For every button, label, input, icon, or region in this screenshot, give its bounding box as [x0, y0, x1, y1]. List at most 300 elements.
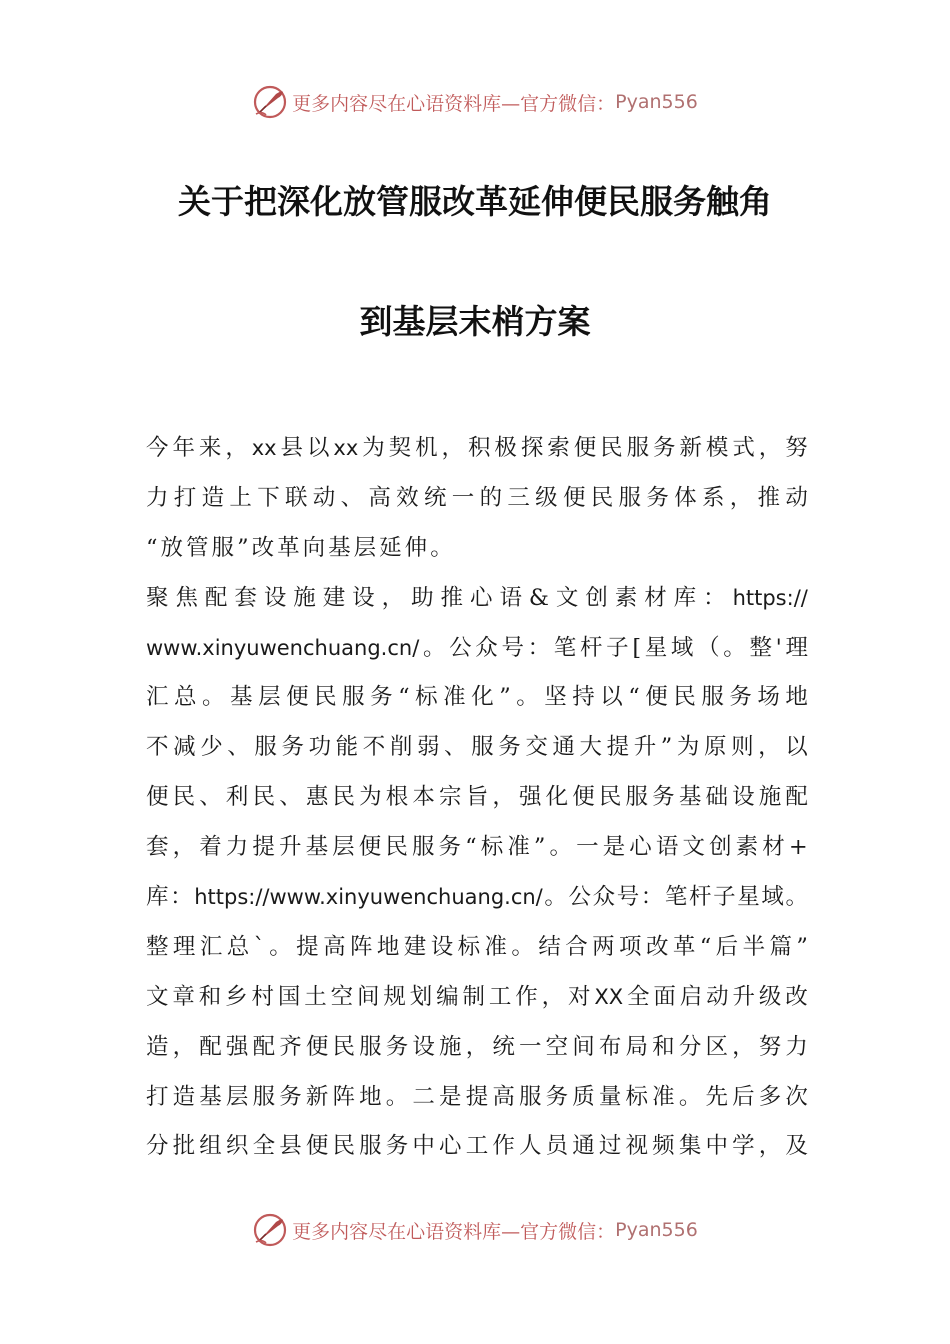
body-token: 文: [146, 983, 169, 1010]
body-token: 配: [785, 784, 808, 811]
body-token: 大: [579, 734, 603, 761]
body-token: 下: [257, 484, 280, 511]
body-token: 理: [785, 634, 808, 661]
body-token: 提: [465, 1083, 489, 1110]
body-token: 和: [652, 1033, 675, 1060]
body-token: 、: [444, 734, 467, 761]
body-token: 材: [644, 584, 667, 611]
body-token: 民: [314, 684, 337, 711]
body-token: 心: [439, 1133, 462, 1160]
body-token: 施: [439, 1033, 462, 1060]
body-token: 。: [430, 534, 453, 561]
body-token: 积: [467, 435, 491, 461]
body-token: 总: [226, 933, 250, 960]
body-token: 力: [146, 484, 169, 511]
body-token: ，: [729, 484, 753, 511]
wechat-id: Pyan556: [615, 91, 698, 113]
body-token: 民: [673, 684, 696, 711]
body-token: 造: [172, 1083, 196, 1110]
body-token: 、: [279, 784, 302, 811]
body-token: 。: [516, 684, 539, 711]
body-token: 。: [385, 1083, 409, 1110]
watermark-text: 更多内容尽在心语资料库—官方微信：: [292, 1220, 616, 1243]
body-token: 务: [498, 734, 521, 761]
body-token: 乡: [225, 983, 248, 1010]
body-token: 半: [742, 933, 766, 960]
body-token: 施: [758, 784, 782, 811]
body-token: 后: [715, 933, 739, 960]
body-token: 两: [592, 933, 615, 960]
body-token: 务: [281, 734, 304, 761]
body-token: 文: [682, 834, 705, 861]
body-token: 着: [199, 834, 222, 861]
body-token: 弱: [416, 734, 440, 761]
body-token: 是: [602, 834, 626, 861]
body-token: “: [146, 534, 158, 561]
body-token: 、: [199, 784, 222, 811]
body-token: 区: [705, 1033, 728, 1060]
quill-pen-circle-icon: [252, 84, 288, 120]
body-token: 基: [199, 1083, 222, 1110]
body-token: 村: [251, 983, 275, 1010]
body-token: 星: [644, 634, 668, 661]
body-token: 便: [645, 684, 668, 711]
body-token: 新: [679, 435, 702, 461]
body-token: 机: [415, 435, 438, 461]
body-token: 少: [200, 734, 223, 761]
body-token: 升: [278, 834, 302, 861]
body-token: 准: [443, 684, 466, 711]
body-token: 打: [173, 484, 197, 511]
body-token: 合: [565, 933, 588, 960]
body-token: 设: [352, 584, 375, 611]
body-token: 多: [758, 1083, 782, 1110]
body-token: 库: [146, 884, 169, 911]
body-token: 。: [678, 1083, 702, 1110]
body-token: 管: [186, 534, 209, 561]
body-token: 层: [353, 534, 377, 561]
body-token: 推: [757, 484, 781, 511]
body-token: 结: [538, 933, 561, 960]
body-token: XX: [594, 984, 624, 1009]
body-line: [146, 574, 808, 624]
body-line: [146, 873, 808, 923]
body-token: 服: [518, 1083, 542, 1110]
body-token: 国: [277, 983, 301, 1010]
body-token: 打: [146, 1083, 169, 1110]
wechat-id: Pyan556: [615, 1219, 698, 1241]
body-token: 便: [358, 834, 382, 861]
body-token: 子: [713, 884, 736, 911]
body-token: 视: [625, 1133, 649, 1160]
body-token: 制: [462, 983, 486, 1010]
body-token: 宗: [439, 784, 462, 811]
body-token: 号: [616, 884, 640, 911]
body-token: 设: [732, 784, 755, 811]
body-token: xx: [333, 436, 359, 460]
body-token: ”: [533, 834, 546, 861]
body-token: 篇: [769, 933, 792, 960]
body-token: 交: [525, 734, 548, 761]
body-token: 联: [284, 484, 308, 511]
body-token: ：: [640, 884, 664, 911]
body-token: 县: [280, 435, 304, 461]
body-token: 向: [302, 534, 326, 561]
body-token: 众: [475, 634, 498, 661]
watermark-banner-bottom: [0, 1208, 950, 1252]
body-token: 提: [606, 734, 630, 761]
body-token: 焦: [175, 584, 198, 611]
body-token: 服: [254, 734, 277, 761]
body-token: 础: [705, 784, 728, 811]
body-token: 民: [598, 784, 622, 811]
body-token: 二: [412, 1083, 435, 1110]
body-token: 创: [709, 834, 732, 861]
body-token: 便: [146, 784, 169, 811]
body-token: 地: [785, 684, 808, 711]
body-token: 延: [379, 534, 402, 561]
body-token: 套: [146, 834, 169, 861]
body-token: 升: [633, 734, 657, 761]
watermark-banner-top: [0, 80, 950, 124]
body-token: ”: [237, 534, 249, 561]
body-token: www.xinyuwenchuang.cn/: [146, 635, 420, 660]
body-token: 推: [440, 584, 464, 611]
body-token: 、: [227, 734, 250, 761]
body-token: 全: [627, 983, 650, 1010]
body-token: 服: [701, 684, 724, 711]
body-token: 及: [785, 1133, 808, 1160]
body-token: 齐: [279, 1033, 302, 1060]
body-token: 模: [705, 435, 729, 461]
body-token: 标: [480, 834, 504, 861]
body-token: 为: [362, 435, 385, 461]
body-token: 务: [545, 1083, 569, 1110]
body-token: 基: [678, 784, 702, 811]
body-token: 改: [645, 933, 669, 960]
body-token: 服: [342, 684, 365, 711]
body-token: 来: [198, 435, 222, 461]
body-token: 为: [676, 734, 700, 761]
body-token: 提: [252, 834, 275, 861]
body-token: 文: [555, 584, 579, 611]
body-token: 旨: [465, 784, 489, 811]
body-token: 服: [618, 484, 642, 511]
body-token: 作: [515, 983, 538, 1010]
body-token: 服: [471, 734, 494, 761]
body-token: 探: [520, 435, 544, 461]
body-token: 基: [328, 534, 351, 561]
body-token: 务: [279, 1083, 302, 1110]
body-token: 不: [362, 734, 386, 761]
body-token: 编: [436, 983, 459, 1010]
watermark-text: 更多内容尽在心语资料库—官方微信：: [292, 92, 616, 115]
body-token: 统: [492, 1033, 515, 1060]
body-token: 星: [737, 884, 760, 911]
body-token: ”: [796, 933, 808, 960]
body-line: [146, 723, 808, 773]
body-token: 建: [322, 584, 346, 611]
body-token: 上: [229, 484, 252, 511]
body-token: 根: [385, 784, 409, 811]
body-token: 服: [252, 1083, 276, 1110]
body-token: 杆: [579, 634, 603, 661]
body-token: ：: [170, 884, 193, 911]
body-token: 学: [732, 1133, 755, 1160]
body-token: 便: [305, 1033, 329, 1060]
body-token: 升: [732, 983, 756, 1010]
body-token: 公: [449, 634, 472, 661]
body-token: ，: [225, 435, 248, 461]
body-token: 。: [511, 933, 534, 960]
body-token: 组: [199, 1133, 222, 1160]
body-token: 动: [706, 983, 729, 1010]
body-token: “: [465, 834, 477, 861]
body-token: ，: [758, 1133, 782, 1160]
body-line: [146, 823, 808, 873]
body-token: 提: [296, 933, 319, 960]
body-token: 伸: [404, 534, 428, 561]
body-token: 层: [258, 684, 281, 711]
body-token: 改: [251, 534, 275, 561]
body-token: 标: [625, 1083, 649, 1110]
body-token: 中: [412, 1133, 435, 1160]
body-token: 批: [172, 1133, 196, 1160]
body-token: 杆: [689, 884, 712, 911]
body-line: [146, 624, 808, 674]
body-token: 助: [411, 584, 434, 611]
body-token: （: [697, 634, 720, 661]
body-token: 民: [332, 784, 355, 811]
body-token: 汇: [199, 933, 223, 960]
body-token: 配: [199, 1033, 222, 1060]
body-token: 努: [758, 1033, 782, 1060]
body-token: 年: [172, 435, 195, 461]
body-token: 和: [198, 983, 222, 1010]
body-token: 务: [652, 784, 675, 811]
body-token: 土: [304, 983, 327, 1010]
body-token: 民: [252, 784, 276, 811]
body-token: 县: [279, 1133, 302, 1160]
body-token: 空: [330, 983, 354, 1010]
body-token: 能: [335, 734, 359, 761]
body-token: 高: [323, 933, 346, 960]
body-token: ': [775, 634, 782, 661]
body-token: 服: [411, 834, 435, 861]
body-token: 服: [626, 435, 650, 461]
body-token: 通: [552, 734, 575, 761]
body-token: ，: [492, 784, 515, 811]
body-token: 层: [225, 1083, 249, 1110]
body-line: [146, 1073, 808, 1123]
body-token: 级: [758, 983, 782, 1010]
body-token: 力: [225, 834, 249, 861]
body-token: 一: [518, 1033, 542, 1060]
body-token: 中: [705, 1133, 728, 1160]
body-token: 今: [146, 435, 169, 461]
body-token: 地: [376, 933, 400, 960]
body-token: 削: [389, 734, 413, 761]
body-token: 以: [785, 734, 808, 761]
body-token: 契: [388, 435, 412, 461]
document-body: [146, 424, 808, 1172]
body-token: 是: [439, 1083, 462, 1110]
body-token: 聚: [146, 584, 169, 611]
body-line: [146, 923, 808, 973]
body-token: 质: [572, 1083, 595, 1110]
body-token: 、: [340, 484, 364, 511]
body-token: 民: [590, 484, 614, 511]
body-token: 子: [606, 634, 629, 661]
body-token: 标: [415, 684, 438, 711]
body-token: 民: [332, 1033, 355, 1060]
body-token: 以: [306, 435, 330, 461]
body-token: 设: [263, 584, 287, 611]
body-token: 工: [488, 983, 512, 1010]
body-token: 次: [785, 1083, 808, 1110]
body-token: 章: [172, 983, 195, 1010]
body-token: 革: [672, 933, 696, 960]
body-token: 造: [146, 1033, 169, 1060]
body-token: 放: [160, 534, 184, 561]
body-token: 素: [735, 834, 759, 861]
body-token: 地: [359, 1083, 382, 1110]
body-line: [146, 1122, 808, 1172]
body-token: 准: [484, 933, 508, 960]
body-token: 。: [544, 884, 567, 911]
body-token: 先: [705, 1083, 728, 1110]
body-token: 过: [598, 1133, 622, 1160]
body-token: “: [699, 933, 712, 960]
body-token: 三: [507, 484, 530, 511]
body-token: 布: [598, 1033, 622, 1060]
body-token: 务: [385, 1033, 409, 1060]
body-token: 心: [469, 584, 493, 611]
body-token: 改: [785, 983, 808, 1010]
body-token: 一: [451, 484, 475, 511]
body-token: 基: [305, 834, 329, 861]
body-token: 整: [146, 933, 169, 960]
body-token: ”: [499, 684, 511, 711]
body-token: ，: [758, 734, 781, 761]
body-token: 基: [230, 684, 253, 711]
body-token: 项: [619, 933, 642, 960]
body-token: `: [253, 933, 265, 960]
body-token: 统: [423, 484, 447, 511]
body-token: 总: [174, 684, 197, 711]
body-token: 务: [729, 684, 752, 711]
body-token: 分: [678, 1033, 702, 1060]
body-token: 为: [359, 784, 382, 811]
body-token: 分: [146, 1133, 169, 1160]
body-token: 以: [600, 684, 623, 711]
body-token: 高: [492, 1083, 515, 1110]
body-token: 集: [678, 1133, 702, 1160]
body-token: 设: [412, 1033, 435, 1060]
body-token: 配: [252, 1033, 276, 1060]
body-token: 坚: [544, 684, 567, 711]
body-token: ，: [172, 834, 196, 861]
body-token: 整: [749, 634, 772, 661]
body-token: ，: [541, 983, 565, 1010]
body-token: ，: [758, 435, 782, 461]
body-token: 笔: [664, 884, 688, 911]
body-token: 域: [670, 634, 694, 661]
body-token: 高: [368, 484, 391, 511]
body-token: 效: [396, 484, 419, 511]
body-token: 服: [359, 1033, 382, 1060]
body-line: [146, 1023, 808, 1073]
body-token: 务: [385, 1133, 409, 1160]
body-token: 笔: [553, 634, 577, 661]
body-token: 索: [547, 435, 570, 461]
body-token: 标: [457, 933, 481, 960]
body-token: &: [528, 584, 549, 611]
body-token: 强: [518, 784, 542, 811]
body-token: ，: [732, 1033, 755, 1060]
body-token: 。: [422, 634, 446, 661]
body-token: 民: [332, 1133, 355, 1160]
body-token: 。: [723, 634, 746, 661]
body-token: ：: [527, 634, 551, 661]
body-token: 民: [600, 435, 623, 461]
body-token: 新: [305, 1083, 329, 1110]
body-token: 。: [549, 834, 573, 861]
body-token: 工: [465, 1133, 489, 1160]
body-token: 汇: [146, 684, 169, 711]
body-token: 建: [403, 933, 427, 960]
body-token: 套: [234, 584, 257, 611]
body-token: ：: [703, 584, 726, 611]
document-title-line-2: 到基层末梢方案: [359, 302, 591, 341]
body-token: 空: [545, 1033, 569, 1060]
body-token: 务: [646, 484, 669, 511]
body-token: 创: [585, 584, 608, 611]
body-token: 语: [499, 584, 522, 611]
body-token: 服: [625, 784, 649, 811]
body-token: 利: [225, 784, 249, 811]
body-line: [146, 773, 808, 823]
body-token: https://: [732, 585, 808, 610]
body-token: 革: [277, 534, 300, 561]
document-title-line-1: 关于把深化放管服改革延伸便民服务触角: [178, 182, 772, 221]
body-token: 惠: [305, 784, 329, 811]
body-token: 材: [762, 834, 785, 861]
body-token: 面: [653, 983, 676, 1010]
body-token: 。: [269, 933, 292, 960]
body-token: 务: [438, 834, 462, 861]
body-token: 素: [614, 584, 638, 611]
body-token: 阵: [349, 933, 373, 960]
quill-pen-circle-icon: [252, 1212, 288, 1248]
body-token: 体: [674, 484, 697, 511]
body-token: 的: [479, 484, 503, 511]
body-token: 号: [501, 634, 524, 661]
body-token: 阵: [332, 1083, 355, 1110]
body-token: ，: [441, 435, 465, 461]
body-token: 心: [629, 834, 652, 861]
body-token: 原: [703, 734, 727, 761]
body-token: 规: [383, 983, 406, 1010]
body-token: 减: [173, 734, 196, 761]
body-token: https://www.xinyuwenchuang.cn/: [194, 885, 543, 910]
body-token: 全: [252, 1133, 276, 1160]
body-token: 不: [146, 734, 169, 761]
body-token: 准: [652, 1083, 675, 1110]
body-token: 启: [679, 983, 703, 1010]
body-token: 便: [305, 1133, 329, 1160]
body-token: 频: [652, 1133, 675, 1160]
